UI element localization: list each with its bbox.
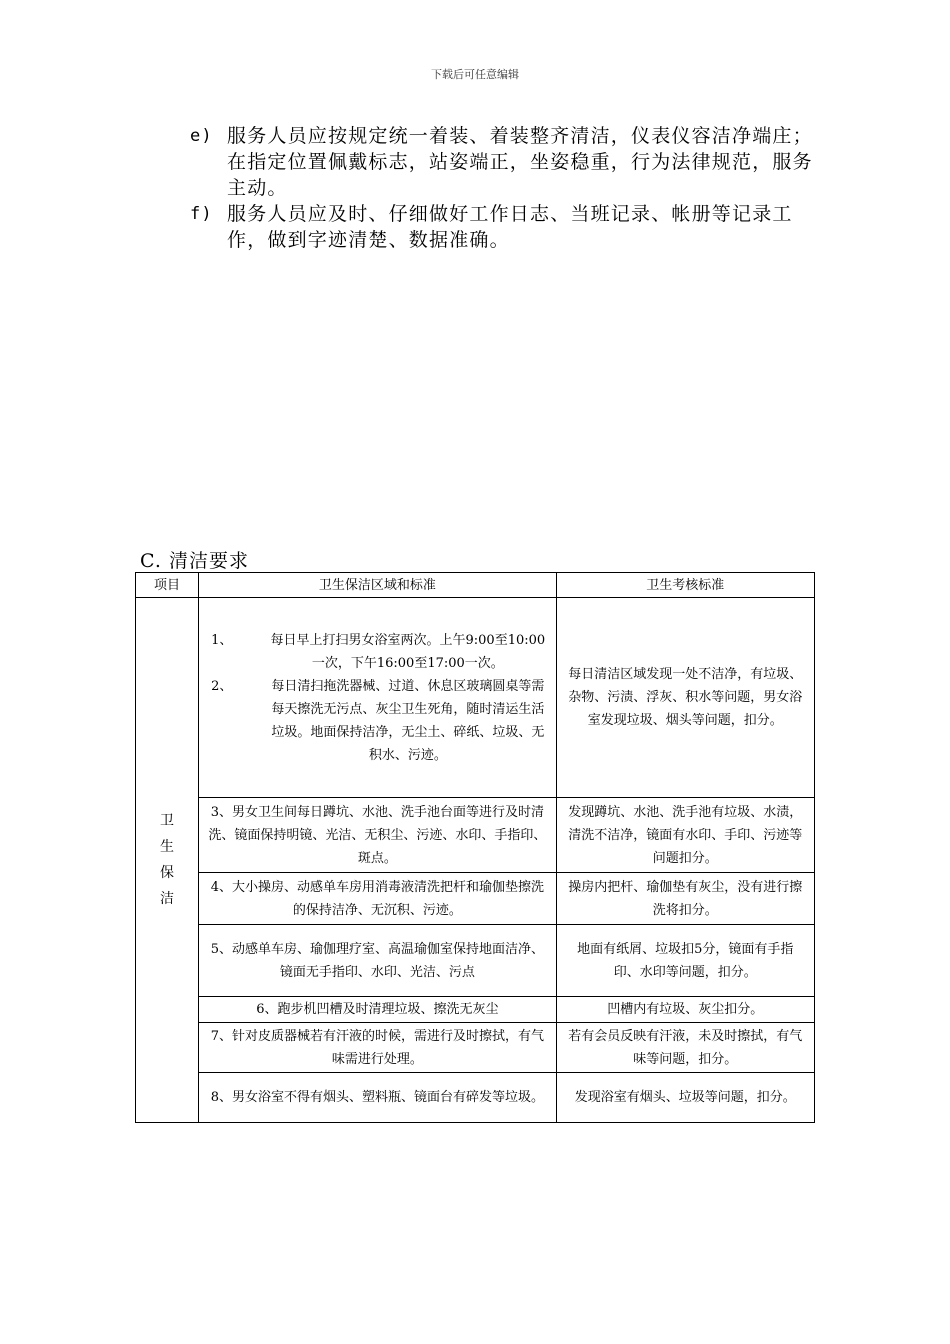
category-label: 卫生保洁 (160, 813, 175, 907)
item-number: 2、 (211, 678, 233, 694)
item-number: 1、 (211, 632, 233, 648)
area-cell: 3、男女卫生间每日蹲坑、水池、洗手池台面等进行及时清洗、镜面保持明镜、光洁、无积尘、污迹、水印、手指印、斑点。 (199, 798, 557, 873)
area-cell: 5、动感单车房、瑜伽理疗室、高温瑜伽室保持地面洁净、镜面无手指印、水印、光洁、污点 (199, 925, 557, 997)
list-marker: e) (190, 126, 213, 146)
item-text: 每日清扫拖洗器械、过道、休息区玻璃圆桌等需每天擦洗无污点、灰尘卫生死角，随时清运生活垃圾。地面保持洁净，无尘土、碎纸、垃圾、无积水、污迹。 (271, 678, 545, 763)
table-header-row (136, 573, 815, 598)
area-cell: 7、针对皮质器械若有汗液的时候，需进行及时擦拭，有气味需进行处理。 (199, 1023, 557, 1073)
area-item (205, 675, 550, 767)
list-text: 服务人员应按规定统一着装、着装整齐清洁，仪表仪容洁净端庄；在指定位置佩戴标志，站姿端正，坐姿稳重，行为法律规范，服务主动。 (227, 125, 813, 199)
list-text: 服务人员应及时、仔细做好工作日志、当班记录、帐册等记录工作，做到字迹清楚、数据准确。 (227, 203, 793, 251)
standard-cell: 发现蹲坑、水池、洗手池有垃圾、水渍，清洗不洁净，镜面有水印、手印、污迹等问题扣分。 (556, 798, 814, 873)
header-area-standard: 卫生保洁区域和标准 (199, 573, 557, 598)
standard-cell: 若有会员反映有汗液，未及时擦拭，有气味等问题，扣分。 (556, 1023, 814, 1073)
area-cell: 8、男女浴室不得有烟头、塑料瓶、镜面台有碎发等垃圾。 (199, 1073, 557, 1123)
table-row (136, 997, 815, 1023)
section-title: C. 清洁要求 (140, 550, 249, 572)
area-cell (199, 598, 557, 798)
item-text: 每日早上打扫男女浴室两次。上午9:00至10:00一次，下午16:00至17:00一次。 (270, 632, 546, 671)
table-row (136, 925, 815, 997)
list-marker: f) (190, 204, 213, 224)
standard-cell: 每日清洁区域发现一处不洁净，有垃圾、杂物、污渍、浮灰、积水等问题，男女浴室发现垃圾、烟头等问题，扣分。 (556, 598, 814, 798)
area-item (205, 629, 550, 675)
category-cell (136, 598, 199, 1123)
table-row (136, 873, 815, 925)
standard-cell: 操房内把杆、瑜伽垫有灰尘，没有进行擦洗将扣分。 (556, 873, 814, 925)
cleaning-standards-table (135, 572, 815, 1123)
list-item-f (190, 201, 815, 253)
standard-cell: 凹槽内有垃圾、灰尘扣分。 (556, 997, 814, 1023)
table-row (136, 1023, 815, 1073)
standard-cell: 发现浴室有烟头、垃圾等问题，扣分。 (556, 1073, 814, 1123)
table-row (136, 1073, 815, 1123)
standard-cell: 地面有纸屑、垃圾扣5分，镜面有手指印、水印等问题，扣分。 (556, 925, 814, 997)
area-cell: 6、跑步机凹槽及时清理垃圾、擦洗无灰尘 (199, 997, 557, 1023)
table-row (136, 598, 815, 798)
table-row (136, 798, 815, 873)
header-item: 项目 (136, 573, 199, 598)
header-note: 下载后可任意编辑 (431, 68, 519, 81)
requirement-list (190, 123, 815, 253)
area-cell: 4、大小操房、动感单车房用消毒液清洗把杆和瑜伽垫擦洗的保持洁净、无沉积、污迹。 (199, 873, 557, 925)
header-assessment-standard: 卫生考核标准 (556, 573, 814, 598)
list-item-e (190, 123, 815, 201)
